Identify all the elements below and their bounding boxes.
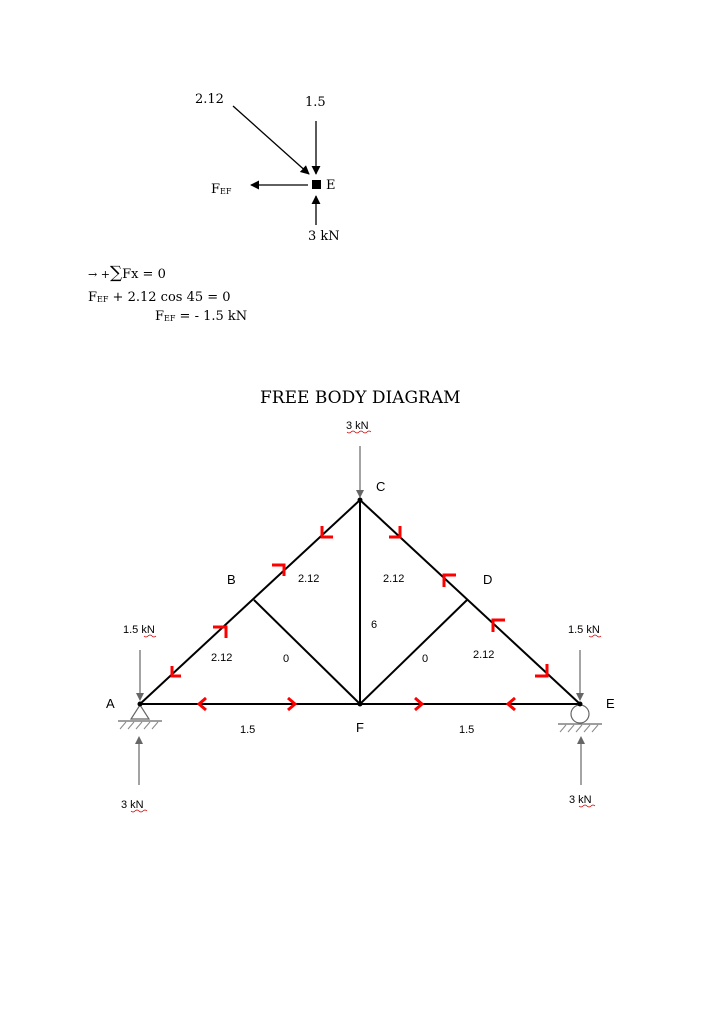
roller-support-e [558,705,602,732]
member-bf [254,600,360,704]
arrow-ab-upper [213,627,226,638]
equilibrium-equations [88,263,247,324]
arrow-cd-lower [444,575,456,587]
node-a-label: A [106,696,115,711]
load-c-arrowhead [356,490,364,498]
joint-e-node [312,180,321,189]
node-d-label: D [483,572,493,587]
truss [106,420,615,812]
member-cd-force: 2.12 [383,573,405,585]
load-a-arrowhead [136,693,144,701]
diagram-title: FREE BODY DIAGRAM [260,388,461,408]
member-bc-force: 2.12 [298,573,320,585]
member-ab-force: 2.12 [211,652,233,664]
pin-support-a [118,705,162,729]
equation-line-1: → +∑Fx = 0 [88,263,166,283]
node-c-label: C [376,479,386,494]
joint-e-reaction-label: 3 kN [308,229,340,244]
member-bf-force: 0 [283,653,290,665]
joint-e-vertical-force-label: 1.5 [305,95,326,110]
joint-e-free-body [195,92,340,244]
member-af-force: 1.5 [240,724,256,736]
member-df [360,600,467,704]
node-e-label: E [606,696,615,711]
load-a-label: 1.5 kN [123,624,155,636]
joint-e-member-force-label: FEF [211,182,232,197]
member-de-force: 2.12 [473,649,495,661]
reaction-e-label: 3 kN [569,794,592,806]
load-e-arrowhead [576,693,584,701]
reaction-a-arrowhead [135,736,143,744]
joint-e-diagonal-arrow [233,106,309,174]
member-cf-force: 6 [371,619,378,631]
reaction-a-label: 3 kN [121,799,144,811]
equation-line-3: FEF = - 1.5 kN [155,309,248,324]
reaction-e-arrowhead [577,736,585,744]
equation-line-2: FEF + 2.12 cos 45 = 0 [88,290,231,305]
joint-e-diagonal-force-label: 2.12 [195,92,224,107]
arrow-bc-lower [272,565,284,576]
load-c-label: 3 kN [346,420,369,432]
truss-members [140,500,580,704]
node-b-label: B [227,572,236,587]
node-f-label: F [356,720,364,735]
arrow-de-lower [535,664,547,676]
load-e-label: 1.5 kN [568,624,600,636]
member-fe-force: 1.5 [459,724,475,736]
member-df-force: 0 [422,653,429,665]
joint-e-label: E [326,178,336,193]
